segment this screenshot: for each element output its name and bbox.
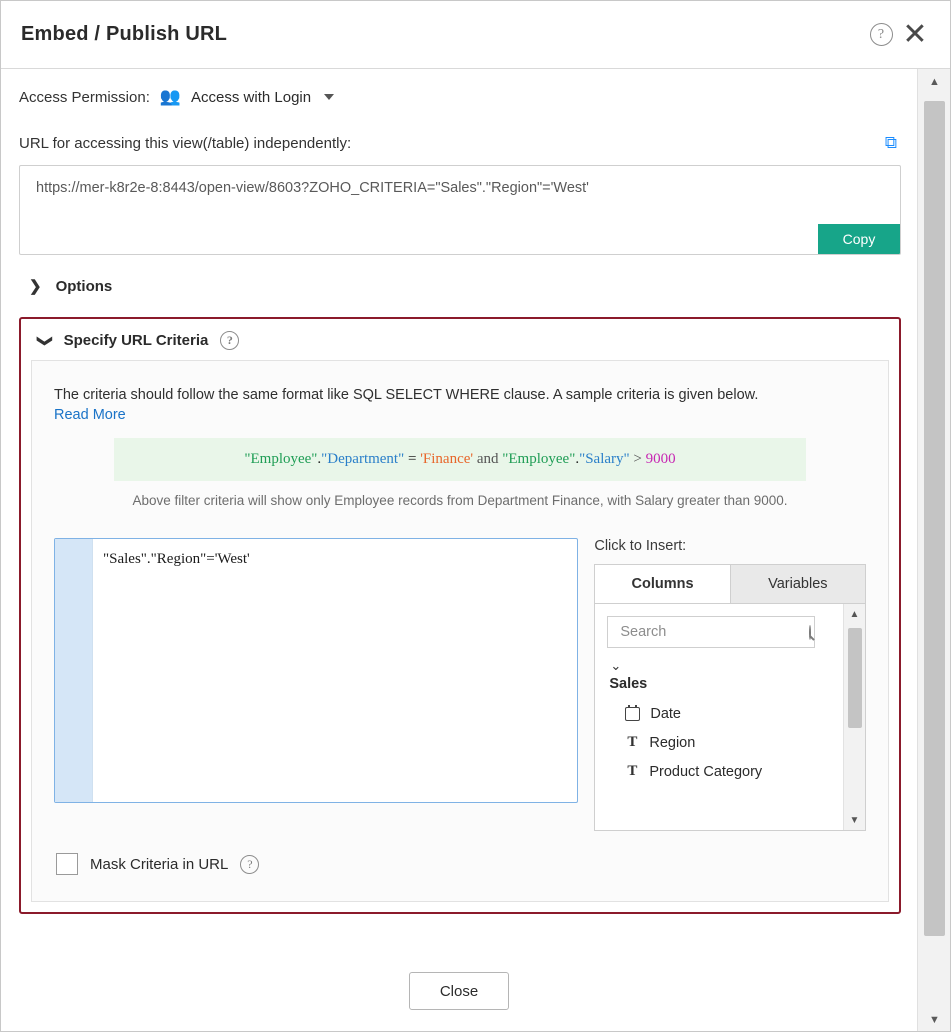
access-permission-label: Access Permission:	[19, 88, 150, 106]
sample-token-1: "Employee"	[244, 451, 318, 468]
tab-columns[interactable]: Columns	[595, 565, 730, 603]
options-label: Options	[55, 277, 113, 295]
dialog-scrollbar[interactable]	[917, 69, 950, 1032]
dialog-title: Embed / Publish URL	[21, 23, 228, 45]
dialog-footer	[1, 949, 917, 1032]
criteria-editor-row	[54, 538, 866, 831]
close-icon: ✕	[902, 17, 928, 51]
columns-list-panel	[594, 603, 866, 831]
chevron-right-icon: ❯	[29, 278, 42, 295]
sample-token-9: "Salary"	[579, 451, 630, 468]
mask-criteria-row	[56, 853, 866, 875]
scroll-up-arrow-icon[interactable]: ▲	[918, 69, 951, 95]
columns-list-scrollbar[interactable]	[843, 604, 865, 830]
scrollbar-thumb[interactable]	[924, 101, 945, 936]
criteria-content	[31, 360, 889, 902]
access-permission-row	[19, 87, 901, 107]
text-type-icon: T	[627, 734, 638, 751]
mask-criteria-checkbox[interactable]	[56, 853, 78, 875]
url-textbox[interactable]	[19, 165, 901, 255]
list-item[interactable]	[607, 728, 853, 757]
calendar-icon	[625, 707, 640, 721]
sample-criteria-note: Above filter criteria will show only Employee records from Department Finance, with Salary greater than 9000.	[132, 493, 788, 509]
tab-variables[interactable]: Variables	[731, 565, 865, 603]
read-more-link[interactable]: Read More	[54, 407, 126, 424]
sample-criteria-box	[114, 438, 806, 481]
mask-criteria-help-icon[interactable]: ?	[240, 855, 259, 874]
specify-url-criteria-label: Specify URL Criteria	[63, 332, 209, 349]
dialog-scroll-content	[1, 69, 919, 1032]
sample-token-5: 'Finance'	[420, 451, 474, 468]
sample-token-2: .	[317, 451, 322, 468]
url-label-row	[19, 133, 901, 153]
search-icon	[809, 625, 811, 640]
scroll-down-arrow-icon[interactable]: ▼	[918, 1007, 951, 1032]
help-icon: ?	[870, 23, 893, 46]
dialog-titlebar	[1, 1, 950, 69]
list-item[interactable]	[607, 757, 853, 786]
sample-token-4: =	[407, 451, 417, 468]
click-to-insert-panel	[594, 538, 866, 831]
criteria-hint: The criteria should follow the same format like SQL SELECT WHERE clause. A sample criteria is given below.	[54, 387, 759, 403]
editor-gutter	[55, 539, 93, 802]
column-name: Date	[650, 706, 681, 723]
criteria-editor[interactable]	[54, 538, 578, 803]
access-permission-value[interactable]: Access with Login	[191, 88, 312, 106]
column-name: Product Category	[649, 763, 763, 780]
chevron-down-icon: ❯	[36, 334, 54, 347]
dialog-body	[1, 69, 950, 1032]
scrollbar-thumb[interactable]	[848, 628, 862, 728]
url-value: https://mer-k8r2e-8:8443/open-view/8603?ZOHO_CRITERIA="Sales"."Region"='West'	[36, 180, 589, 196]
scroll-up-arrow-icon[interactable]: ▲	[849, 608, 860, 620]
sample-token-10: >	[633, 451, 642, 468]
click-to-insert-label: Click to Insert:	[594, 538, 687, 555]
sample-token-3: "Department"	[321, 451, 405, 468]
tree-table-name[interactable]: Sales	[609, 676, 648, 693]
chevron-down-icon[interactable]	[324, 94, 334, 100]
copy-button[interactable]: Copy	[818, 224, 900, 254]
insert-tabs	[594, 564, 866, 603]
close-dialog-button[interactable]: Close	[409, 972, 509, 1010]
url-label: URL for accessing this view(/table) independently:	[19, 134, 352, 152]
sample-token-6: and	[476, 451, 499, 468]
help-button[interactable]	[864, 18, 898, 52]
criteria-editor-value: "Sales"."Region"='West'	[103, 551, 250, 568]
text-type-icon: T	[627, 763, 638, 780]
search-input[interactable]	[618, 623, 809, 641]
search-box[interactable]	[607, 616, 815, 648]
sample-token-8: .	[575, 451, 580, 468]
options-section-header[interactable]	[19, 255, 901, 311]
columns-tree	[595, 648, 865, 786]
close-button[interactable]	[898, 18, 932, 52]
scroll-down-arrow-icon[interactable]: ▼	[849, 814, 860, 826]
list-item[interactable]	[607, 700, 853, 728]
criteria-help-icon[interactable]: ?	[220, 331, 239, 350]
open-external-icon[interactable]: ⧉	[884, 133, 897, 152]
chevron-down-icon[interactable]: ⌄	[610, 658, 622, 674]
column-name: Region	[649, 734, 696, 751]
sample-token-11: 9000	[645, 451, 676, 468]
specify-url-criteria-header[interactable]	[31, 319, 889, 360]
mask-criteria-label: Mask Criteria in URL	[90, 855, 229, 873]
specify-url-criteria-panel	[19, 317, 901, 914]
people-icon: 👥	[159, 87, 182, 106]
sample-token-7: "Employee"	[502, 451, 576, 468]
